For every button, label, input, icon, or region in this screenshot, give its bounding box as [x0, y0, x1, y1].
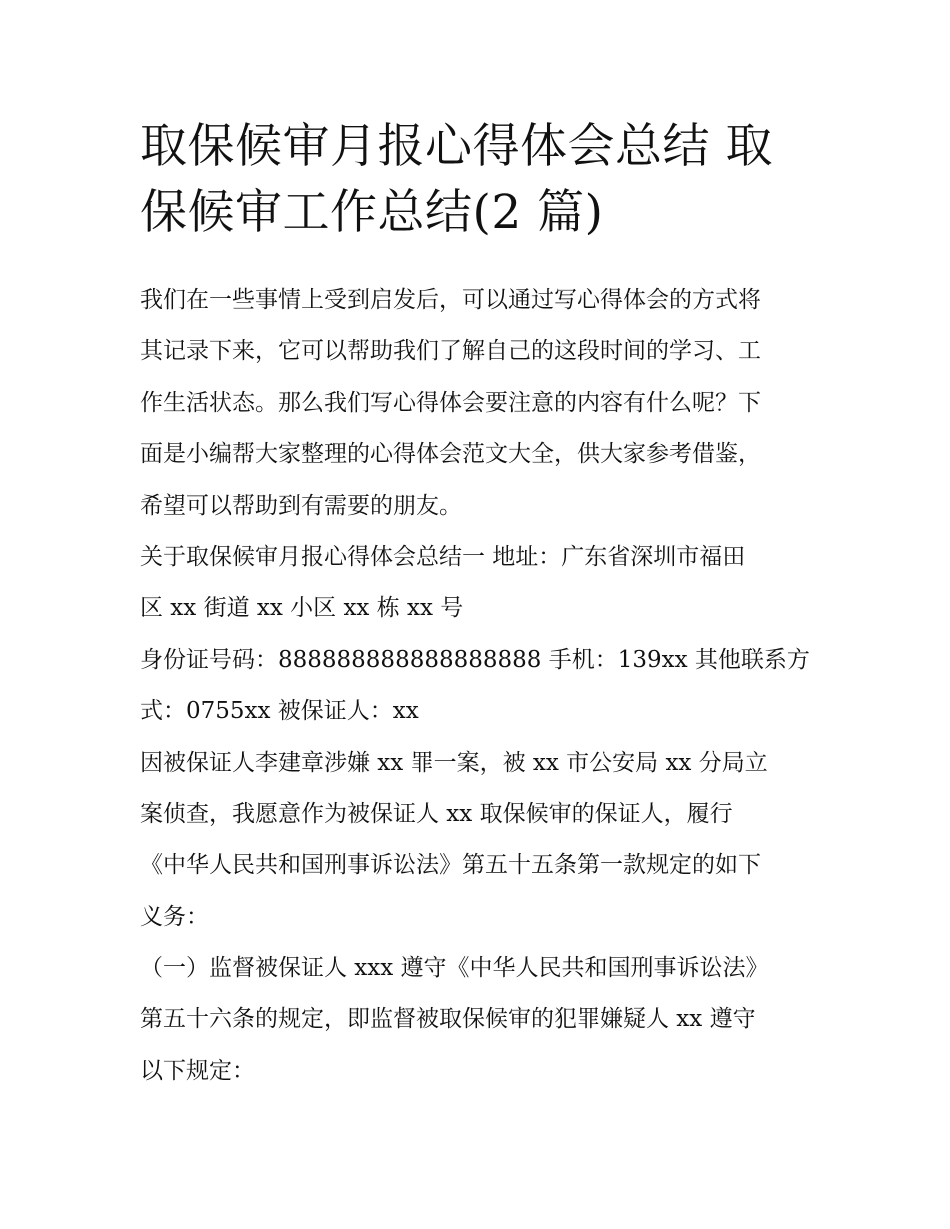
- document-body: [140, 279, 830, 1101]
- body-line: 以下规定：: [140, 1057, 255, 1084]
- title-line-2: 保候审工作总结(2 篇): [140, 185, 604, 240]
- body-line: 《中华人民共和国刑事诉讼法》第五十五条第一款规定的如下: [140, 852, 761, 879]
- title-line-1: 取保候审月报心得体会总结 取: [140, 119, 773, 174]
- body-line: 作生活状态。那么我们写心得体会要注意的内容有什么呢？下: [140, 389, 761, 416]
- body-line: 其记录下来，它可以帮助我们了解自己的这段时间的学习、工: [140, 338, 761, 365]
- body-line: 关于取保候审月报心得体会总结一 地址：广东省深圳市福田: [140, 543, 746, 570]
- document-title: [140, 114, 820, 246]
- body-line: 面是小编帮大家整理的心得体会范文大全，供大家参考借鉴，: [140, 441, 761, 468]
- body-line: 义务：: [140, 903, 209, 930]
- body-line: 第五十六条的规定，即监督被取保候审的犯罪嫌疑人 xx 遵守: [140, 1006, 756, 1033]
- body-line: （一）监督被保证人 xxx 遵守《中华人民共和国刑事诉讼法》: [140, 955, 769, 982]
- body-line: 式：0755xx 被保证人：xx: [140, 698, 419, 725]
- body-line: 身份证号码：888888888888888888 手机：139xx 其他联系方: [140, 646, 810, 673]
- body-line: 希望可以帮助到有需要的朋友。: [140, 492, 462, 519]
- body-line: 区 xx 街道 xx 小区 xx 栋 xx 号: [140, 595, 464, 622]
- body-line: 我们在一些事情上受到启发后，可以通过写心得体会的方式将: [140, 287, 761, 313]
- body-line: 因被保证人李建章涉嫌 xx 罪一案，被 xx 市公安局 xx 分局立: [140, 749, 768, 776]
- body-line: 案侦查，我愿意作为被保证人 xx 取保候审的保证人，履行: [140, 800, 733, 827]
